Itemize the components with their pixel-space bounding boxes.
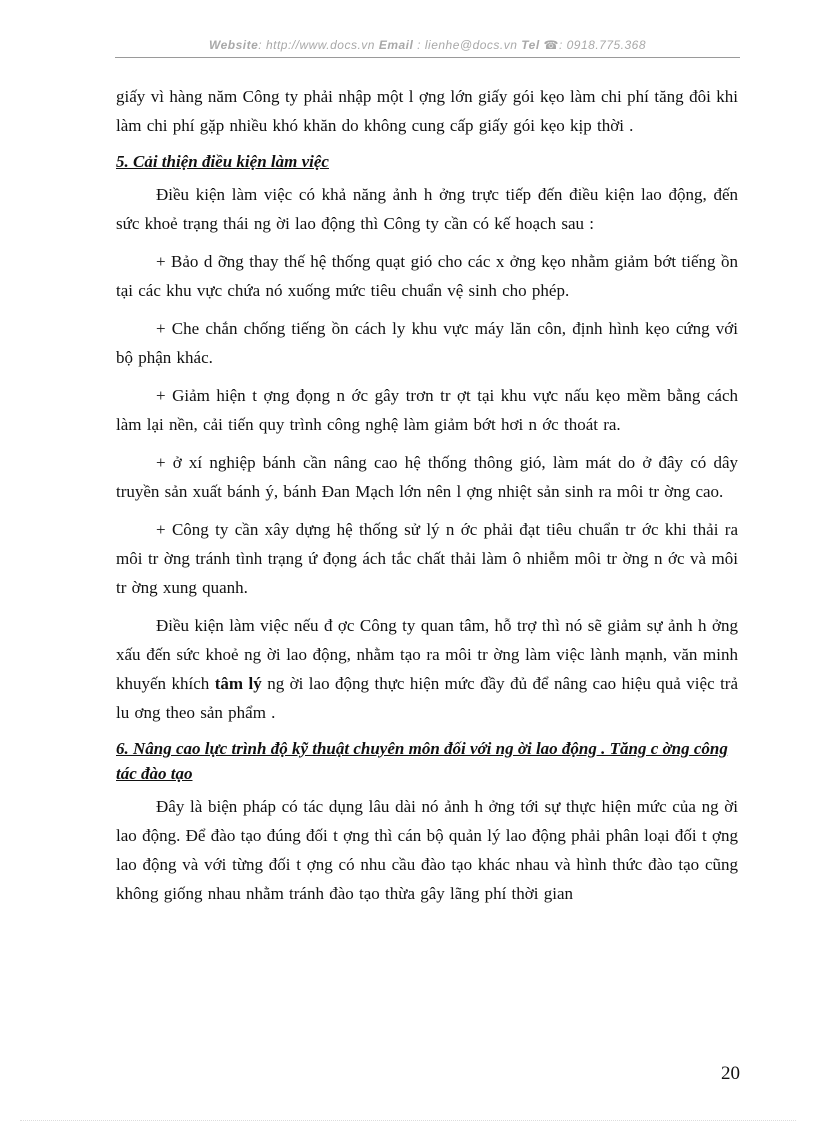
paragraph-ventilation: + ở xí nghiệp bánh cần nâng cao hệ thống thông gió, làm mát do ở đây có dây truyền sản xuất bánh ý, bánh Đan Mạch lớn nên l ợng nhiệt sản sinh ra môi tr ờng cao. [116, 453, 738, 501]
paragraph-paper-import: giấy vì hàng năm Công ty phải nhập một l ợng lớn giấy gói kẹo làm chi phí tăng đôi khi làm chi phí gặp nhiều khó khăn do không cung cấp giấy gói kẹo kịp thời . [116, 87, 738, 135]
page-body [116, 82, 738, 917]
section-heading-6-text: 6. Nâng cao lực trình độ kỹ thuật chuyên môn đối với ng ời lao động . Tăng c ờng công tác đào tạo [116, 739, 728, 783]
paragraph-company-support-part2: ng ời lao động thực hiện mức đầy đủ để nâng cao hiệu quả việc trả lu ơng theo sản phẩm . [116, 674, 738, 722]
footer-divider [20, 1120, 796, 1121]
header-tel-sep: : [558, 38, 567, 52]
header-divider [115, 57, 740, 58]
header-email-sep: : [413, 38, 425, 52]
header-website-url: http://www.docs.vn [265, 38, 379, 52]
header-website-label: Website [208, 38, 259, 52]
paragraph-company-support [116, 611, 738, 727]
header-website-sep: : [258, 38, 266, 52]
paragraph-company-support-part1: Điều kiện làm việc nếu đ ợc Công ty quan tâm, hỗ trợ thì nó sẽ giảm sự ảnh h ởng xấu đến sức khoẻ ng ời lao động, nhằm tạo ra môi tr ờng làm việc lành mạnh, văn minh khuyến khích [116, 616, 738, 693]
section-heading-5 [116, 149, 738, 174]
paragraph-company-support-bold: tâm lý [214, 674, 262, 693]
header-email-address: lienhe@docs.vn [424, 38, 522, 52]
page-number: 20 [721, 1063, 740, 1084]
paragraph-working-conditions-intro: Điều kiện làm việc có khả năng ảnh h ởng trực tiếp đến điều kiện lao động, đến sức khoẻ trạng thái ng ời lao động thì Công ty cần có kế hoạch sau : [116, 185, 738, 233]
paragraph-noise-shielding: + Che chắn chống tiếng ồn cách ly khu vực máy lăn côn, định hình kẹo cứng với bộ phận khác. [116, 319, 738, 367]
paragraph-water-reduction: + Giảm hiện t ợng đọng n ớc gây trơn tr ợt tại khu vực nấu kẹo mềm bằng cách làm lại nền, cải tiến quy trình công nghệ làm giảm bớt hơi n ớc thoát ra. [116, 386, 738, 434]
page-header [115, 38, 740, 52]
header-email-label: Email [378, 38, 414, 52]
section-heading-6 [116, 736, 738, 786]
paragraph-fan-maintenance: + Bảo d ỡng thay thế hệ thống quạt gió cho các x ởng kẹo nhằm giảm bớt tiếng ồn tại các khu vực chứa nó xuống mức tiêu chuẩn vệ sinh cho phép. [116, 252, 738, 300]
section-heading-5-text: 5. Cải thiện điều kiện làm việc [116, 152, 329, 171]
paragraph-training: Đây là biện pháp có tác dụng lâu dài nó ảnh h ởng tới sự thực hiện mức của ng ời lao động. Để đào tạo đúng đối t ợng thì cán bộ quản lý lao động phải phân loại đối t ợng lao động và với từng đối t ợng có nhu cầu đào tạo khác nhau và hình thức đào tạo cũng không giống nhau nhằm tránh đào tạo thừa gây lãng phí thời gian [116, 797, 738, 903]
header-tel-number: 0918.775.368 [566, 38, 647, 52]
paragraph-water-treatment: + Công ty cần xây dựng hệ thống sử lý n ớc phải đạt tiêu chuẩn tr ớc khi thải ra môi tr ờng tránh tình trạng ứ đọng ách tắc chất thải làm ô nhiễm môi tr ờng n ớc và môi tr ờng xung quanh. [116, 520, 738, 597]
header-tel-label: Tel ☎ [521, 38, 559, 52]
